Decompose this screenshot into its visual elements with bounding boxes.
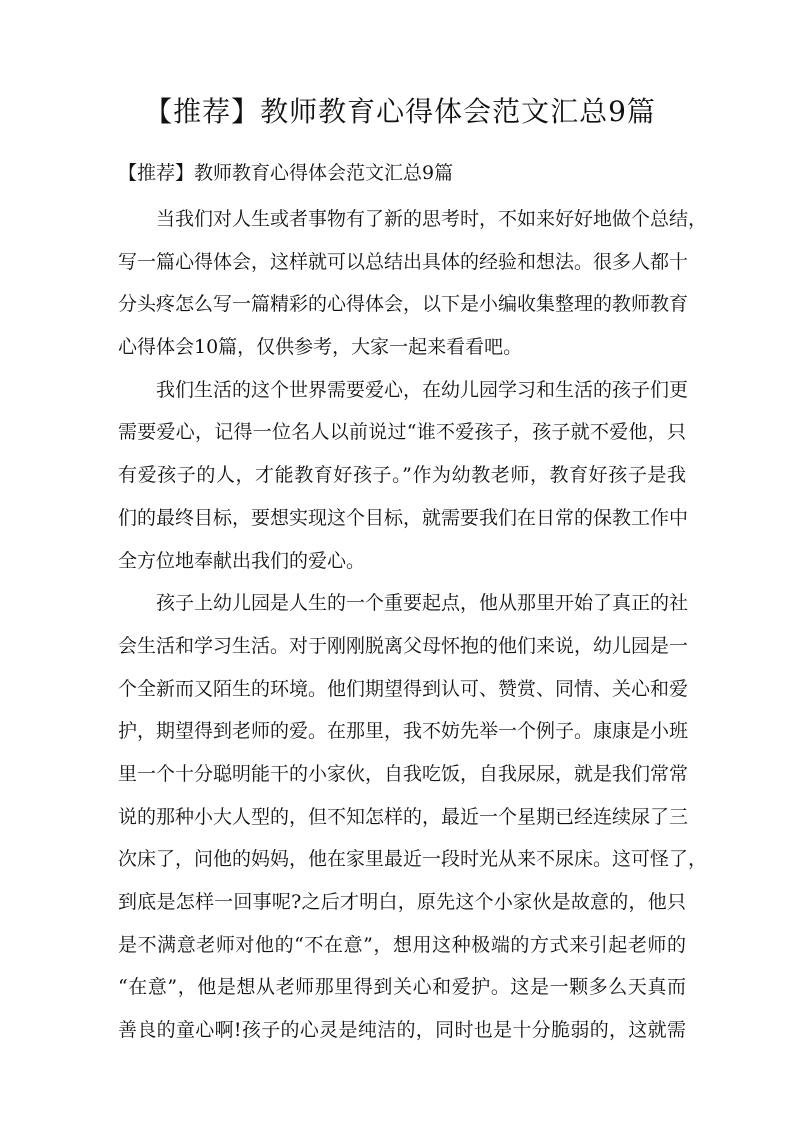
document-subtitle: 【推荐】教师教育心得体会范文汇总9篇 bbox=[118, 162, 454, 184]
text-line: 个全新而又陌生的环境。他们期望得到认可、赞赏、同情、关心和爱 bbox=[118, 677, 689, 700]
paragraph-intro bbox=[118, 198, 708, 369]
text-line: 分头疼怎么写一篇精彩的心得体会，以下是小编收集整理的教师教育 bbox=[118, 293, 689, 316]
text-line: 们的最终目标，要想实现这个目标，就需要我们在日常的保教工作中 bbox=[118, 506, 689, 529]
text-line: “在意”，他是想从老师那里得到关心和爱护。这是一颗多么天真而 bbox=[118, 976, 686, 999]
paragraph-love bbox=[118, 369, 689, 582]
document-body bbox=[118, 198, 708, 1052]
text-line: 当我们对人生或者事物有了新的思考时，不如来好好地做个总结， bbox=[156, 208, 708, 230]
text-line: 到底是怎样一回事呢?之后才明白，原先这个小家伙是故意的，他只 bbox=[118, 891, 686, 913]
document-title: 【推荐】教师教育心得体会范文汇总9篇 bbox=[144, 95, 656, 128]
text-line: 会生活和学习生活。对于刚刚脱离父母怀抱的他们来说，幼儿园是一 bbox=[118, 634, 689, 657]
text-line: 说的那种小大人型的，但不知怎样的，最近一个星期已经连续尿了三 bbox=[118, 805, 689, 828]
text-line: 孩子上幼儿园是人生的一个重要起点，他从那里开始了真正的社 bbox=[156, 592, 689, 615]
text-line: 护，期望得到老师的爱。在那里，我不妨先举一个例子。康康是小班 bbox=[118, 720, 689, 743]
text-line: 写一篇心得体会，这样就可以总结出具体的经验和想法。很多人都十 bbox=[118, 250, 689, 273]
text-line: 里一个十分聪明能干的小家伙，自我吃饭，自我尿尿，就是我们常常 bbox=[118, 762, 689, 785]
text-line: 是不满意老师对他的“不在意”，想用这种极端的方式来引起老师的 bbox=[118, 933, 686, 956]
paragraph-kindergarten bbox=[118, 582, 708, 1052]
text-line: 心得体会10篇，仅供参考，大家一起来看看吧。 bbox=[118, 336, 523, 359]
text-line: 次床了，问他的妈妈，他在家里最近一段时光从来不尿床。这可怪了， bbox=[118, 848, 708, 871]
text-line: 我们生活的这个世界需要爱心，在幼儿园学习和生活的孩子们更 bbox=[156, 378, 689, 401]
text-line: 全方位地奉献出我们的爱心。 bbox=[118, 549, 366, 572]
text-line: 善良的童心啊!孩子的心灵是纯洁的，同时也是十分脆弱的，这就需 bbox=[118, 1019, 686, 1042]
text-line: 有爱孩子的人，才能教育好孩子。”作为幼教老师，教育好孩子是我 bbox=[118, 464, 686, 487]
text-line: 需要爱心，记得一位名人以前说过“谁不爱孩子，孩子就不爱他，只 bbox=[118, 421, 686, 444]
